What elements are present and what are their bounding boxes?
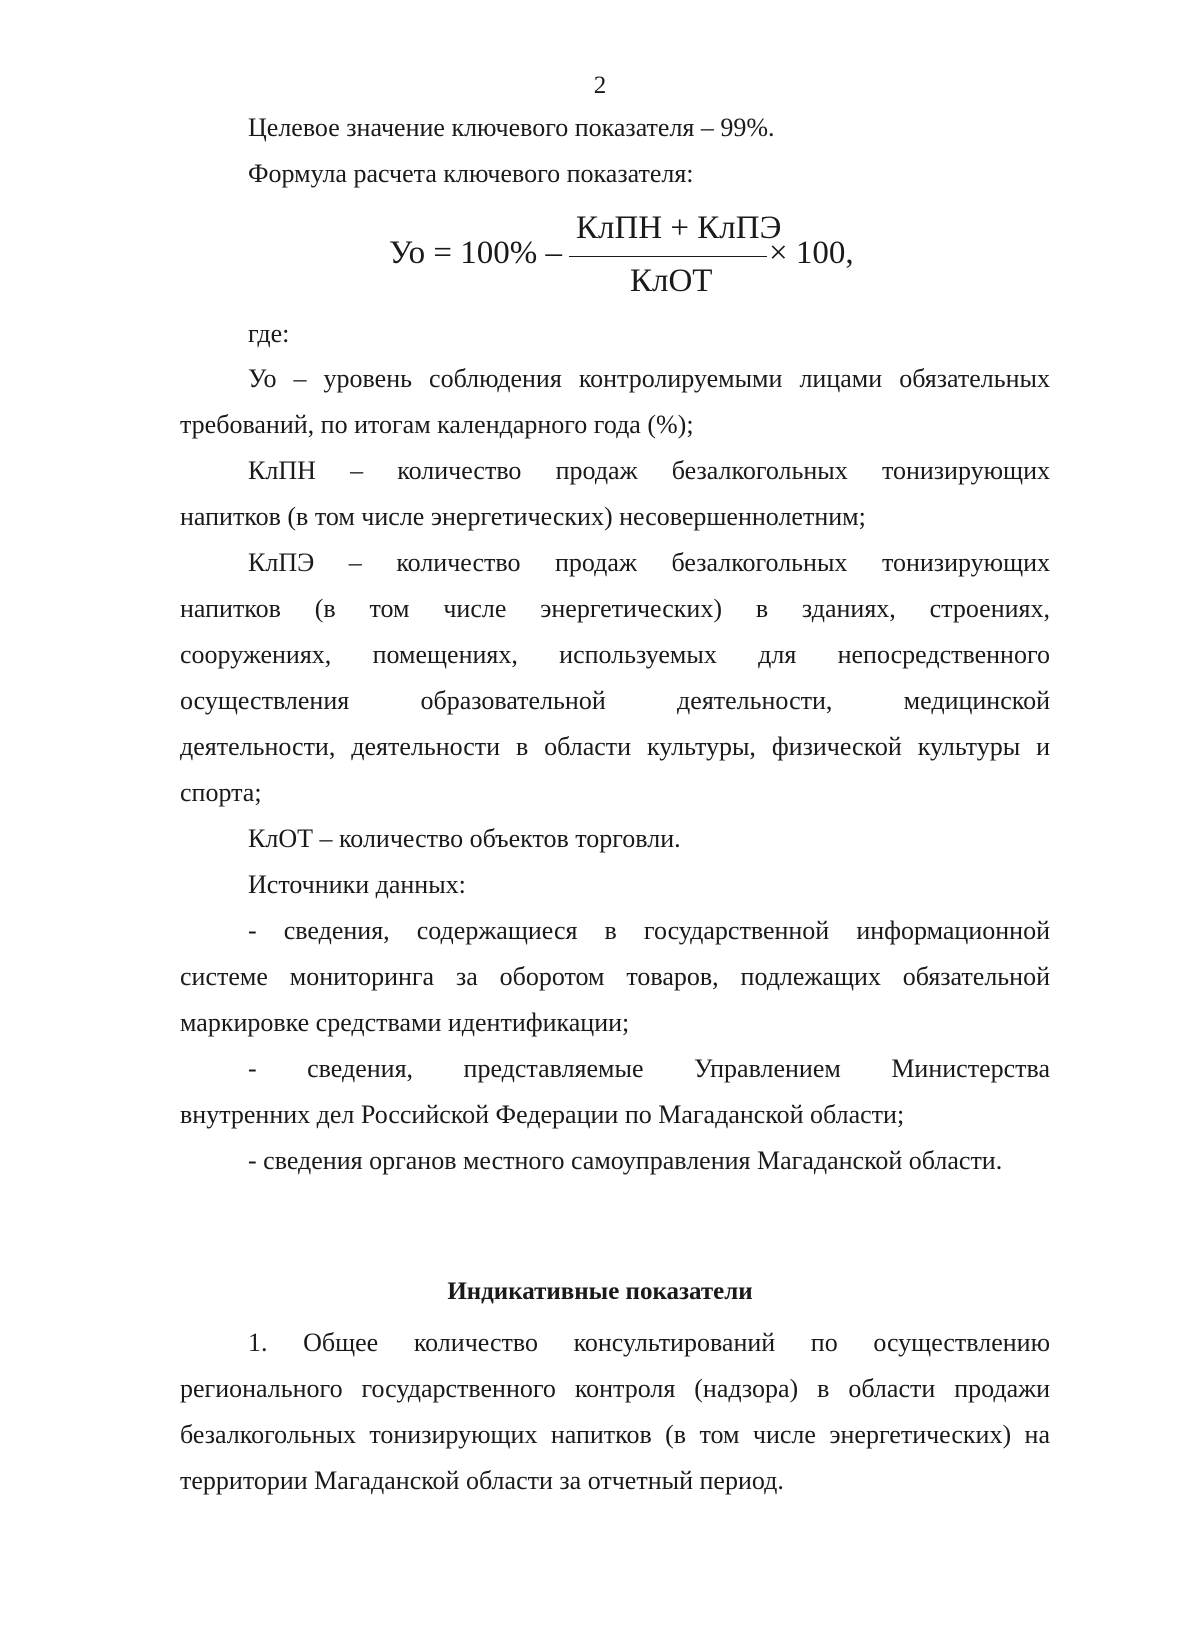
- source-item-line: маркировке средствами идентификации;: [180, 1008, 630, 1037]
- sources-label: Источники данных:: [248, 870, 466, 899]
- definition-klpe-line: осуществления образовательной деятельности, медицинской: [180, 686, 1050, 715]
- definition-klpe-line: спорта;: [180, 778, 262, 807]
- formula-label: Формула расчета ключевого показателя:: [248, 159, 694, 188]
- source-item-line: системе мониторинга за оборотом товаров, подлежащих обязательной: [180, 962, 1050, 991]
- source-item-line: внутренних дел Российской Федерации по Магаданской области;: [180, 1100, 905, 1129]
- indicative-item-line: 1. Общее количество консультирований по осуществлению: [248, 1328, 1050, 1357]
- definition-uo-line: Уо – уровень соблюдения контролируемыми лицами обязательных: [248, 364, 1050, 393]
- source-item-line: - сведения, представляемые Управлением Министерства: [248, 1054, 1050, 1083]
- indicative-item-line: безалкогольных тонизирующих напитков (в том числе энергетических) на: [180, 1420, 1050, 1449]
- indicative-item-line: территории Магаданской области за отчетный период.: [180, 1466, 784, 1495]
- definition-klpe-line: КлПЭ – количество продаж безалкогольных тонизирующих: [248, 548, 1050, 577]
- definition-klpn-line: напитков (в том числе энергетических) несовершеннолетним;: [180, 502, 866, 531]
- definition-klpn-line: КлПН – количество продаж безалкогольных тонизирующих: [248, 456, 1050, 485]
- definition-klpe-line: напитков (в том числе энергетических) в зданиях, строениях,: [180, 594, 1050, 623]
- fraction-bar: [569, 256, 767, 257]
- formula-numerator: КлПН + КлПЭ: [576, 210, 782, 246]
- page-number: 2: [593, 72, 607, 99]
- definition-klpe-line: сооружениях, помещениях, используемых для непосредственного: [180, 640, 1050, 669]
- source-item-line: - сведения органов местного самоуправления Магаданской области.: [248, 1146, 1003, 1175]
- formula-denominator: КлОТ: [630, 263, 713, 299]
- formula-lhs: Уо = 100% –: [389, 235, 562, 271]
- indicative-item-line: регионального государственного контроля (надзора) в области продажи: [180, 1374, 1050, 1403]
- where-label: где:: [248, 319, 290, 348]
- definition-klot-line: КлОТ – количество объектов торговли.: [248, 824, 681, 853]
- indicative-heading: Индикативные показатели: [447, 1278, 753, 1305]
- formula-rhs: × 100,: [769, 235, 854, 271]
- source-item-line: - сведения, содержащиеся в государственной информационной: [248, 916, 1050, 945]
- definition-uo-line: требований, по итогам календарного года (%);: [180, 410, 694, 439]
- target-value-line: Целевое значение ключевого показателя – 99%.: [248, 113, 775, 142]
- definition-klpe-line: деятельности, деятельности в области культуры, физической культуры и: [180, 732, 1050, 761]
